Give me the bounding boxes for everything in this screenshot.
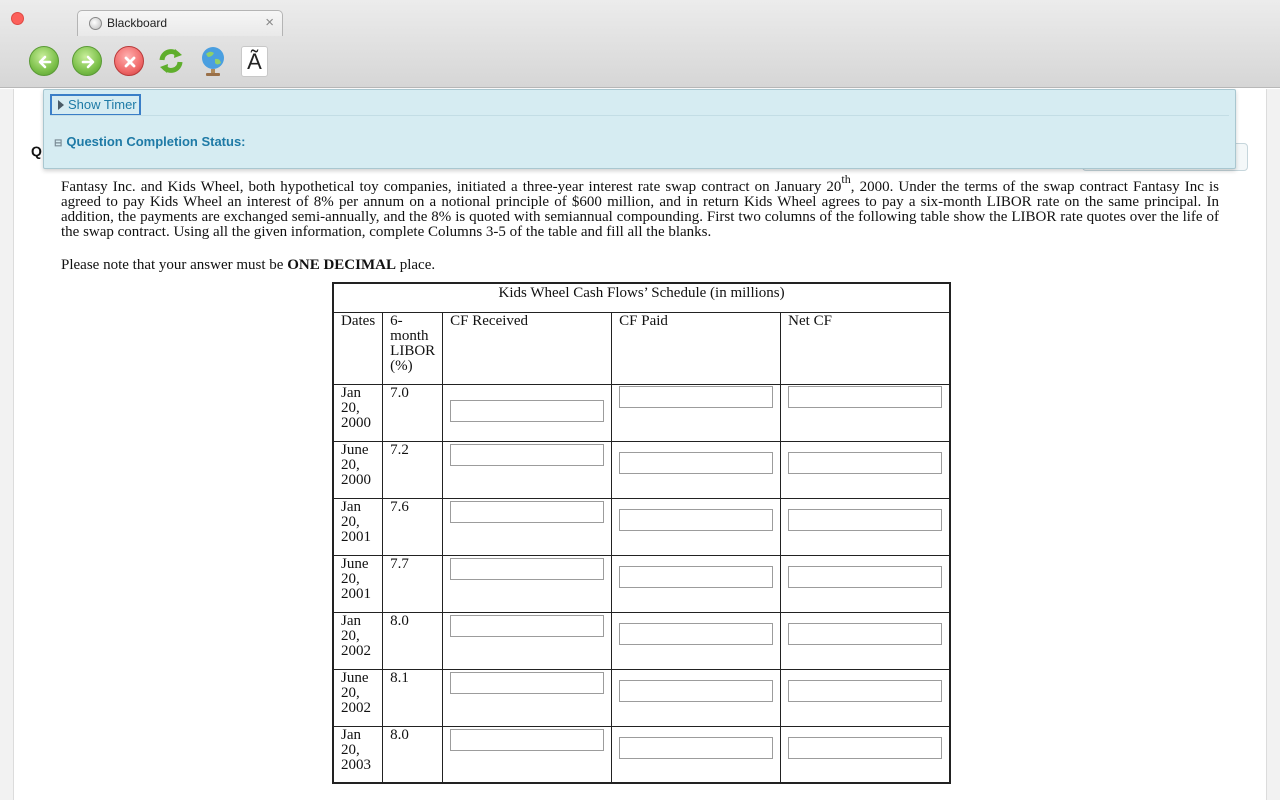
- cell-net-cf: [781, 555, 951, 612]
- cell-cf-received: [443, 441, 612, 498]
- cell-date: June 20, 2000: [333, 441, 383, 498]
- cell-cf-paid: [612, 669, 781, 726]
- question-text-part1: Fantasy Inc. and Kids Wheel, both hypothetical toy companies, initiated a three-year interest rate swap contract on January 20: [61, 179, 842, 195]
- cell-net-cf: [781, 441, 951, 498]
- cell-cf-paid: [612, 612, 781, 669]
- net-cf-input[interactable]: [788, 386, 942, 408]
- header-cf-paid: CF Paid: [612, 312, 781, 384]
- net-cf-input[interactable]: [788, 509, 942, 531]
- question-text-superscript: th: [841, 172, 851, 186]
- cell-cf-paid: [612, 384, 781, 441]
- tab-close-icon[interactable]: ×: [265, 14, 274, 31]
- globe-icon: [198, 45, 228, 78]
- note-emphasis: ONE DECIMAL: [287, 257, 396, 273]
- cell-cf-paid: [612, 441, 781, 498]
- stop-button[interactable]: [114, 46, 144, 76]
- globe-icon: [89, 17, 102, 30]
- cell-cf-paid: [612, 555, 781, 612]
- show-timer-label: Show Timer: [68, 97, 137, 112]
- header-libor: 6-month LIBOR (%): [383, 312, 443, 384]
- show-timer-toggle[interactable]: [50, 94, 141, 116]
- table-caption: Kids Wheel Cash Flows’ Schedule (in millions): [333, 283, 950, 312]
- table-body: [333, 384, 950, 783]
- cell-net-cf: [781, 384, 951, 441]
- home-globe-button[interactable]: [198, 45, 228, 78]
- cell-cf-received: [443, 384, 612, 441]
- cell-libor: 7.0: [383, 384, 443, 441]
- triangle-right-icon: [58, 100, 64, 110]
- cf-paid-input[interactable]: [619, 737, 773, 759]
- cell-cf-received: [443, 612, 612, 669]
- net-cf-input[interactable]: [788, 680, 942, 702]
- question-text: [61, 172, 1219, 240]
- header-net-cf: Net CF: [781, 312, 951, 384]
- back-button[interactable]: [29, 46, 59, 76]
- forward-button[interactable]: [72, 46, 102, 76]
- cell-net-cf: [781, 726, 951, 783]
- arrow-right-icon: [78, 52, 98, 72]
- cf-received-input[interactable]: [450, 558, 604, 580]
- table-header-row: [333, 312, 950, 384]
- question-label: Q: [31, 143, 42, 159]
- table-row: [333, 669, 950, 726]
- cf-received-input[interactable]: [450, 444, 604, 466]
- cell-cf-received: [443, 555, 612, 612]
- cf-paid-input[interactable]: [619, 509, 773, 531]
- cell-date: Jan 20, 2002: [333, 612, 383, 669]
- cf-received-input[interactable]: [450, 400, 604, 422]
- font-size-button[interactable]: Ã: [241, 46, 268, 77]
- cell-libor: 8.0: [383, 612, 443, 669]
- note-prefix: Please note that your answer must be: [61, 257, 288, 273]
- cell-libor: 8.0: [383, 726, 443, 783]
- cell-net-cf: [781, 669, 951, 726]
- panel-divider: [50, 115, 1229, 116]
- browser-tab[interactable]: [77, 10, 283, 36]
- cf-paid-input[interactable]: [619, 386, 773, 408]
- cf-paid-input[interactable]: [619, 452, 773, 474]
- cell-date: June 20, 2002: [333, 669, 383, 726]
- net-cf-input[interactable]: [788, 623, 942, 645]
- cell-cf-received: [443, 498, 612, 555]
- cell-libor: 8.1: [383, 669, 443, 726]
- cell-libor: 7.6: [383, 498, 443, 555]
- reload-icon: [156, 46, 186, 76]
- table-row: [333, 726, 950, 783]
- cf-received-input[interactable]: [450, 501, 604, 523]
- cf-paid-input[interactable]: [619, 680, 773, 702]
- completion-status-toggle[interactable]: [54, 134, 246, 149]
- reload-button[interactable]: [156, 46, 186, 76]
- cf-received-input[interactable]: [450, 672, 604, 694]
- cf-received-input[interactable]: [450, 615, 604, 637]
- window-close-button[interactable]: [11, 12, 24, 25]
- cell-cf-paid: [612, 498, 781, 555]
- cf-paid-input[interactable]: [619, 566, 773, 588]
- table-row: [333, 612, 950, 669]
- decimal-note: [61, 257, 435, 274]
- table-row: [333, 498, 950, 555]
- completion-status-label: Question Completion Status:: [66, 134, 246, 149]
- cell-date: Jan 20, 2001: [333, 498, 383, 555]
- header-cf-received: CF Received: [443, 312, 612, 384]
- cell-date: June 20, 2001: [333, 555, 383, 612]
- cell-date: Jan 20, 2000: [333, 384, 383, 441]
- cell-libor: 7.2: [383, 441, 443, 498]
- cell-libor: 7.7: [383, 555, 443, 612]
- cf-paid-input[interactable]: [619, 623, 773, 645]
- cf-received-input[interactable]: [450, 729, 604, 751]
- header-dates: Dates: [333, 312, 383, 384]
- cell-cf-paid: [612, 726, 781, 783]
- table-row: [333, 384, 950, 441]
- cash-flow-table: [332, 282, 951, 784]
- cell-cf-received: [443, 669, 612, 726]
- cell-cf-received: [443, 726, 612, 783]
- cell-date: Jan 20, 2003: [333, 726, 383, 783]
- chevron-down-icon: ⊟: [54, 138, 63, 149]
- net-cf-input[interactable]: [788, 737, 942, 759]
- x-icon: [120, 52, 140, 72]
- cell-net-cf: [781, 612, 951, 669]
- net-cf-input[interactable]: [788, 452, 942, 474]
- cell-net-cf: [781, 498, 951, 555]
- table-row: [333, 555, 950, 612]
- question-text-part2: , 2000. Under the terms of the swap contract Fantasy Inc is agreed to pay Kids Wheel an interest of 8% per annum on a notional principle of $600 million, and in return Kids Wheel agrees to pay a six-month LIBOR rate on the same principal. In addition, the payments are exchanged semi-annually, and the 8% is quoted with semiannual compounding. First two columns of the following table show the LIBOR rate quotes over the life of the swap contract. Using all the given information, complete Columns 3-5 of the table and fill all the blanks.: [61, 179, 1219, 240]
- table-row: [333, 441, 950, 498]
- arrow-left-icon: [35, 52, 55, 72]
- net-cf-input[interactable]: [788, 566, 942, 588]
- note-suffix: place.: [395, 257, 436, 273]
- tab-title: Blackboard: [107, 16, 168, 30]
- browser-toolbar: [0, 0, 1280, 88]
- timer-panel: [43, 89, 1236, 169]
